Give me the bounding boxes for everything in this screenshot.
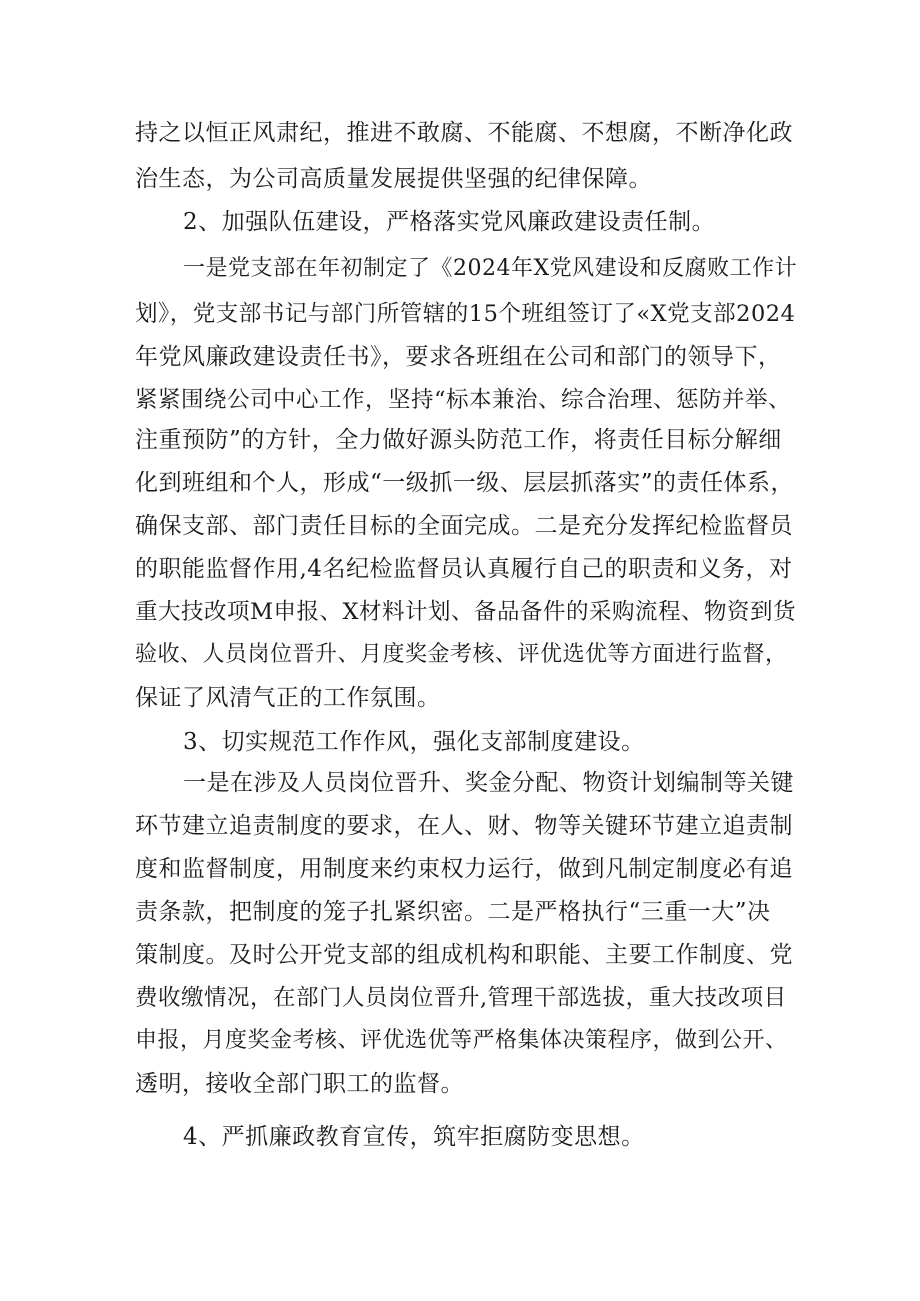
body-line: 一是在涉及人员岗位晋升、奖金分配、物资计划编制等关键 <box>183 770 794 796</box>
body-line: 持之以恒正风肃纪，推进不敢腐、不能腐、不想腐，不断净化政 <box>135 120 793 146</box>
body-line: 治生态，为公司高质量发展提供坚强的纪律保障。 <box>135 166 652 192</box>
body-line: 费收缴情况，在部门人员岗位晋升,管理干部选拔，重大技改项目 <box>135 985 787 1011</box>
body-line: 年党风廉政建设责任书》，要求各班组在公司和部门的领导下， <box>135 344 782 370</box>
body-line: 的职能监督作用,4名纪检监督员认真履行自己的职责和义务，对 <box>135 556 793 582</box>
body-line: 注重预防”的方针，全力做好源头防范工作，将责任目标分解细 <box>135 427 782 453</box>
body-line: 化到班组和个人，形成“一级抓一级、层层抓落实”的责任体系， <box>135 470 795 496</box>
section-heading-3: 3、切实规范工作作风，强化支部制度建设。 <box>183 729 645 755</box>
body-line: 划》，党支部书记与部门所管辖的15个班组签订了«X党支部2024 <box>135 301 796 327</box>
body-line: 责条款，把制度的笼子扎紧织密。二是严格执行“三重一大”决 <box>135 899 771 925</box>
body-line: 度和监督制度，用制度来约束权力运行，做到凡制定制度必有追 <box>135 856 793 882</box>
body-line: 环节建立追责制度的要求，在人、财、物等关键环节建立追责制 <box>135 813 793 839</box>
body-line: 透明，接收全部门职工的监督。 <box>135 1071 464 1097</box>
section-heading-4: 4、严抓廉政教育宣传，筑牢拒腐防变思想。 <box>183 1124 645 1150</box>
body-line: 策制度。及时公开党支部的组成机构和职能、主要工作制度、党 <box>135 942 793 968</box>
body-line: 申报，月度奖金考核、评优选优等严格集体决策程序，做到公开、 <box>135 1028 788 1053</box>
body-line: 保证了风清气正的工作氛围。 <box>135 685 441 711</box>
section-heading-2: 2、加强队伍建设，严格落实党风廉政建设责任制。 <box>183 209 716 235</box>
body-line: 验收、人员岗位晋升、月度奖金考核、评优选优等方面进行监督， <box>135 642 788 667</box>
body-line: 紧紧围绕公司中心工作，坚持“标本兼治、综合治理、惩防并举、 <box>135 387 792 413</box>
body-line: 重大技改项M申报、X材料计划、备品备件的采购流程、物资到货 <box>135 599 797 625</box>
body-line: 一是党支部在年初制定了《2024年X党风建设和反腐败工作计 <box>183 256 798 281</box>
body-line: 确保支部、部门责任目标的全面完成。二是充分发挥纪检监督员 <box>135 513 793 539</box>
